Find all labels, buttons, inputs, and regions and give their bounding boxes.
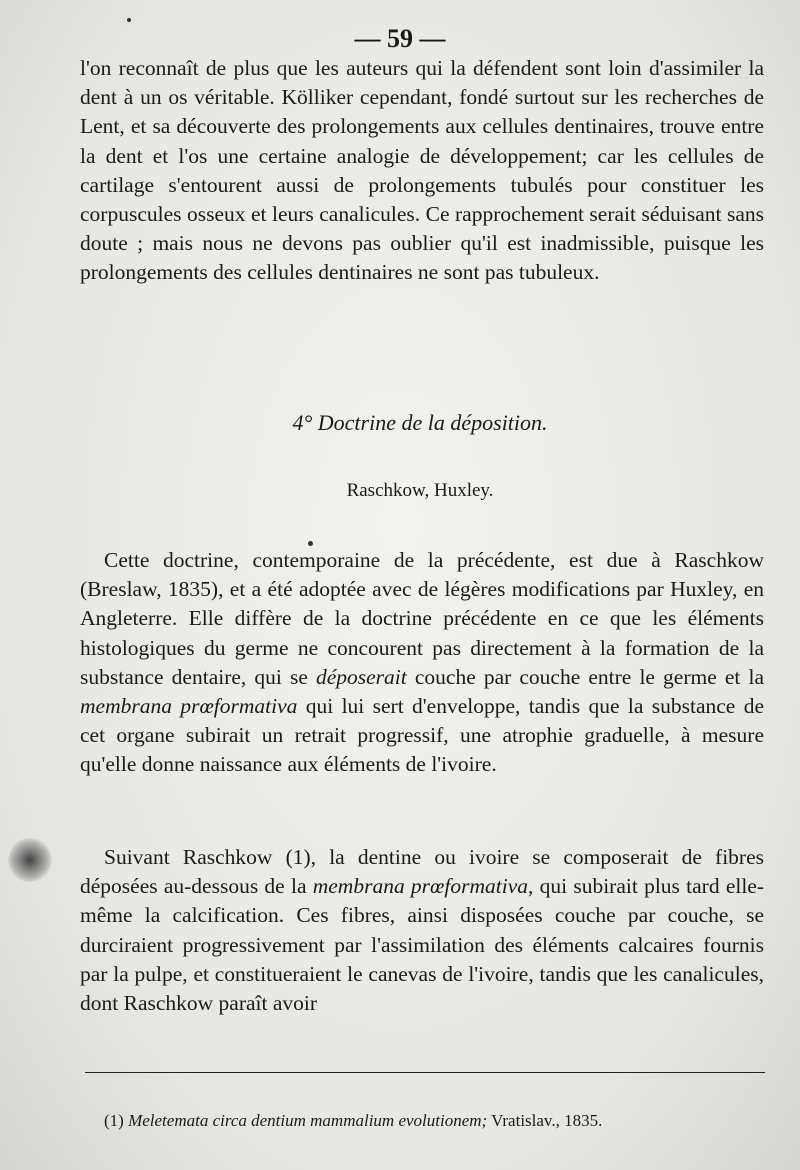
- footnote-divider: [85, 1072, 765, 1073]
- speck: [127, 18, 131, 22]
- paragraph-3: [80, 843, 764, 1018]
- section-heading: [0, 410, 800, 436]
- section-number: 4°: [292, 410, 313, 435]
- footnote-marker: (1): [104, 1111, 124, 1130]
- page-number: — 59 —: [354, 24, 446, 53]
- footnote-rest: Vratislav., 1835.: [487, 1111, 603, 1130]
- paragraph-3-text-b: , qui subirait plus tard elle-même la calcification. Ces fibres, ainsi disposées couche par couche, se durciraient progressivement par l'assimilation des éléments calcaires fournis par la pulpe, et constitueraient le canevas de l'ivoire, tandis que les canalicules, dont Raschkow paraît avoir: [80, 874, 765, 1016]
- paragraph-2-text-a: Cette doctrine, contemporaine de la précédente, est due à Raschkow (Breslaw, 1835), et a été adoptée avec de légères modifications par Huxley, en Angleterre. Elle diffère de la doctrine précédente en ce que les éléments histologiques du germe ne concourent pas directement à la formation de la substance dentaire, qui se: [80, 548, 764, 689]
- paragraph-2-emphasis-a: déposerait: [315, 664, 407, 689]
- section-title: Doctrine de la déposition.: [317, 410, 548, 435]
- footnote-title: Meletemata circa dentium mammalium evolutionem;: [128, 1111, 488, 1130]
- footnote: [104, 1111, 764, 1131]
- section-authors: Raschkow, Huxley.: [346, 480, 494, 501]
- paragraph-3-text-a: Suivant Raschkow (1), la dentine ou ivoire se composerait de fibres déposées au-dessous de la: [80, 845, 764, 899]
- paragraph-1: l'on reconnaît de plus que les auteurs qui la défendent sont loin d'assimiler la dent à un os véritable. Kölliker cependant, fondé surtout sur les recherches de Lent, et sa découverte des prolongements aux cellules dentinaires, trouve entre la dent et l'os une certaine analogie de développement; car les cellules de cartilage s'entourent aussi de prolongements tubulés pour constituer les corpuscules osseux et leurs canalicules. Ce rapprochement serait séduisant sans doute ; mais nous ne devons pas oublier qu'il est inadmissible, puisque les prolongements des cellules dentinaires ne sont pas tubuleux.: [80, 56, 764, 285]
- paragraph-2-text-c: qui lui sert d'enveloppe, tandis que la substance de cet organe subirait un retrait progressif, une atrophie graduelle, à mesure qu'elle donne naissance aux éléments de l'ivoire.: [80, 694, 764, 777]
- paragraph-2-text-b: couche par couche entre le germe et la: [406, 664, 765, 689]
- paragraph-2-emphasis-b: membrana prœformativa: [80, 694, 298, 719]
- ink-smudge: [8, 838, 52, 882]
- paragraph-2: [80, 546, 764, 780]
- paragraph-3-emphasis: membrana prœformativa: [312, 874, 529, 899]
